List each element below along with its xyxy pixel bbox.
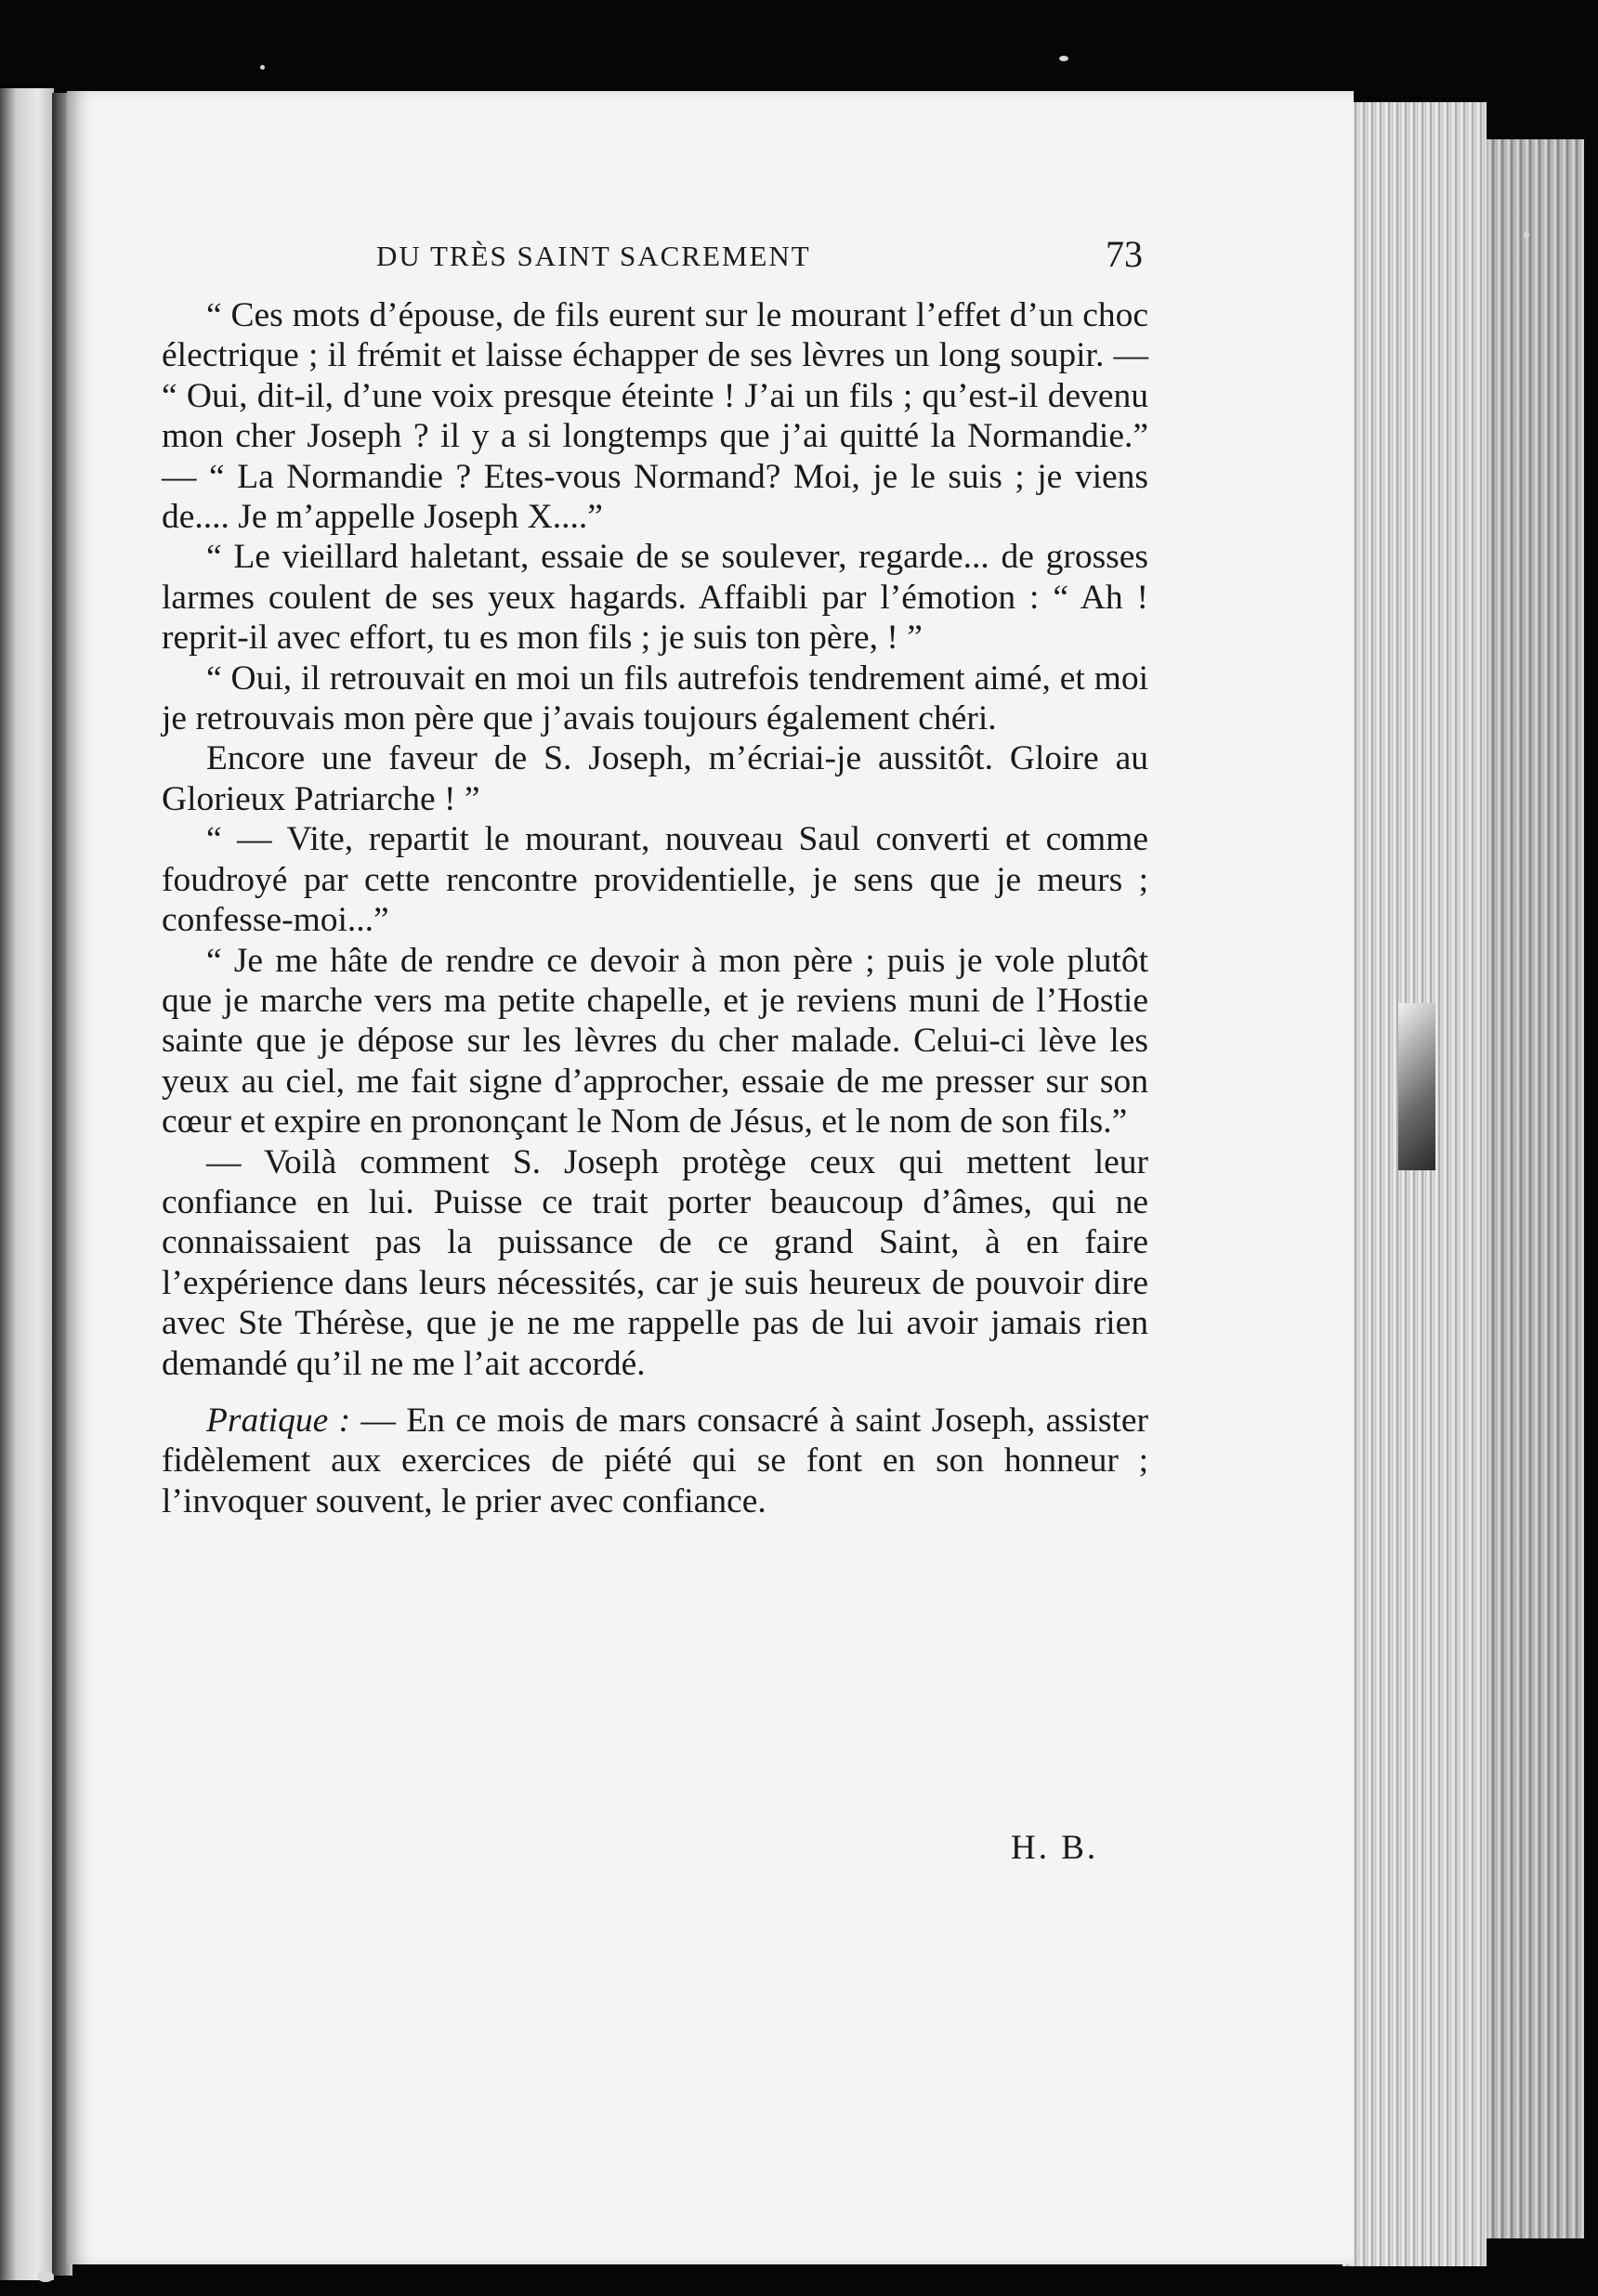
paragraph: Encore une faveur de S. Joseph, m’écriai-je aussitôt. Gloire au Glorieux Patriarche ! ” [162,739,1148,818]
scan-speck [260,65,265,70]
paragraph: “ Le vieillard haletant, essaie de se soulever, regarde... de grosses larmes coulent de ses yeux hagards. Affaibli par l’émotion : “ Ah ! reprit-il avec effort, tu es mon fils ; je suis ton père, ! ” [162,538,1148,658]
scan-speck [1524,232,1529,238]
body-text [162,295,1148,1521]
paragraph: — Voilà comment S. Joseph protège ceux qui mettent leur confiance en lui. Puisse ce trait porter beaucoup d’âmes, qui ne connaissaient pas la puissance de ce grand Saint, à en faire l’expérience dans leurs nécessités, car je suis heureux de pouvoir dire avec Ste Thérèse, que je ne me rappelle pas de lui avoir jamais rien demandé qu’il ne me l’ait accordé. [162,1142,1148,1383]
paragraph: “ — Vite, repartit le mourant, nouveau Saul converti et comme foudroyé par cette rencontre providentielle, je sens que je meurs ; confesse-moi...” [162,820,1148,940]
pratique-paragraph [162,1401,1148,1521]
scan-speck [37,2271,54,2282]
page-number: 73 [1106,233,1143,275]
paragraph: “ Oui, il retrouvait en moi un fils autrefois tendrement aimé, et moi je retrouvais mon père que j’avais toujours également chéri. [162,659,1148,738]
running-head: DU TRÈS SAINT SACREMENT [376,240,811,272]
page-fold-shadow [1398,1003,1435,1170]
paragraph: “ Je me hâte de rendre ce devoir à mon père ; puis je vole plutôt que je marche vers ma petite chapelle, et je reviens muni de l’Hostie sainte que je dépose sur les lèvres du cher malade. Celui-ci lève les yeux au ciel, me fait signe d’approcher, essaie de me presser sur son cœur et expire en prononçant le Nom de Jésus, et le nom de son fils.” [162,941,1148,1141]
pratique-text: — En ce mois de mars consacré à saint Joseph, assister fidèlement aux exercices de piété qui se font en son honneur ; l’invoquer souvent, le prier avec confiance. [162,1401,1148,1520]
scan-speck [1059,56,1068,61]
paragraph: “ Ces mots d’épouse, de fils eurent sur le mourant l’effet d’un choc électrique ; il frémit et laisse échapper de ses lèvres un long soupir. — “ Oui, dit-il, d’une voix presque éteinte ! J’ai un fils ; qu’est-il devenu mon cher Joseph ? il y a si longtemps que j’ai quitté la Normandie.” — “ La Normandie ? Etes-vous Normand? Moi, je le suis ; je viens de.... Je m’appelle Joseph X....” [162,296,1148,537]
pratique-label: Pratique : [206,1401,351,1440]
signature: H. B. [1011,1829,1099,1867]
previous-page-edge [0,88,54,2280]
page-fore-edge [1343,102,1487,2266]
